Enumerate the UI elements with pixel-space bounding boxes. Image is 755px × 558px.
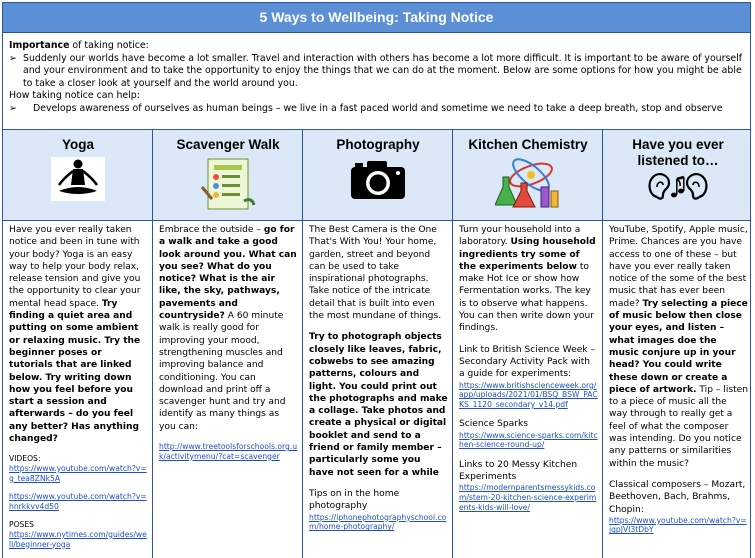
- intro-bullet-1: [9, 53, 744, 91]
- help-heading: How taking notice can help:: [9, 90, 140, 102]
- youtube-link-2[interactable]: https://www.youtube.com/watch?v=hnrkkvv4d50: [9, 492, 147, 511]
- body-text: Have you ever really taken notice and been in tune with your body? Yoga is an easy way to help your body relax, release tension and give you the opportunity to clear your mental head space.: [9, 225, 141, 309]
- videos-label: VIDEOS:: [9, 454, 41, 464]
- column-heading: Scavenger Walk: [176, 137, 280, 152]
- body-text: Turn your household into a laboratory.: [459, 225, 581, 248]
- science-week-link[interactable]: https://www.britishscienceweek.org/app/uploads/2021/01/BSQ_BSW_PACKS_1120_secondary_v14.pdf: [459, 380, 598, 409]
- photography-bold-text: [309, 331, 448, 479]
- intro-section: [2, 33, 751, 130]
- column-scavenger-walk: [153, 130, 303, 558]
- importance-rest: of taking notice:: [69, 40, 149, 51]
- importance-label: Importance: [9, 40, 70, 51]
- column-heading: Yoga: [61, 137, 94, 152]
- column-heading: Photography: [336, 137, 420, 152]
- science-week-label: Link to British Science Week – Secondary Activity Pack with a guide for experiments:: [459, 344, 596, 380]
- arrow-bullet-icon: ➢: [9, 52, 17, 64]
- activities-grid: [2, 130, 751, 558]
- column-heading-block: [603, 130, 753, 220]
- intro-bullet-2: [9, 103, 744, 116]
- column-heading: Have you ever listened to…: [632, 137, 724, 168]
- tips-label: Tips on in the home photography: [309, 488, 400, 512]
- science-sparks-link[interactable]: https://www.science-sparks.com/kitchen-science-round-up/: [459, 430, 598, 450]
- composers-label: Classical composers – Mozart, Beethoven, Bach, Brahms, Chopin:: [609, 479, 746, 515]
- nytimes-link[interactable]: https://www.nytimes.com/guides/well/beginner-yoga: [9, 529, 147, 549]
- intro-bullet-1-text: Suddenly our worlds have become a lot smaller. Travel and interaction with others has become a lot more difficult. It is important to be aware of yourself and your environment and to take the opportunity to enjoy the things that we can do at the moment. Below are some options for how you might be able to take a closer look at yourself and the world around you.: [23, 52, 743, 89]
- column-kitchen-chemistry: [453, 130, 603, 558]
- body-bold-text: Try selecting a piece of music below then close your eyes, and listen – what images doe the music conjure up in your head? You could write these down or create a piece of artwork.: [609, 298, 748, 395]
- importance-line: [9, 40, 744, 53]
- science-sparks-label: Science Sparks: [459, 419, 529, 430]
- body-text: Embrace the outside –: [159, 225, 264, 235]
- classical-music-link[interactable]: https://www.youtube.com/watch?v=jgpJVI3tDbY: [609, 515, 747, 535]
- column-heading-block: [3, 130, 153, 220]
- column-body: [3, 220, 153, 549]
- iphone-photography-link[interactable]: https://iphonephotographyschool.com/home-photography/: [309, 512, 447, 532]
- column-yoga: [3, 130, 153, 558]
- column-body: [303, 220, 453, 532]
- column-body: [603, 220, 753, 535]
- meditation-figure-icon: [51, 157, 105, 201]
- page-title: 5 Ways to Wellbeing: Taking Notice: [2, 2, 751, 33]
- ear-music-icon: [645, 171, 711, 203]
- messy-kitchen-link[interactable]: https://modernparentsmessykids.com/stem-20-kitchen-science-experiments-kids-will-love/: [459, 483, 597, 512]
- body-text: A 60 minute walk is really good for improving your mood, strengthening muscles and improving balance and conditioning. You can download and print off a scavenger hunt and try and identify as many things as you can:: [159, 311, 286, 432]
- checklist-icon: [198, 157, 258, 211]
- treetools-link[interactable]: http://www.treetoolsforschools.org.uk/activitymenu/?cat=scavenger: [159, 442, 298, 461]
- column-heading-block: [303, 130, 453, 220]
- yoga-text: [9, 224, 148, 445]
- column-body: [453, 220, 603, 512]
- body-text: to make Hot Ice or show how Fermentation works. The key is to observe what happens. You can then write down your findings.: [459, 261, 594, 334]
- body-bold-text: go for a walk and take a good look around you. What can you see? What do you notice? What is the air like, the sky, pathways, pavements and countryside?: [159, 225, 297, 322]
- kitchen-text: [459, 224, 598, 335]
- body-bold-text: Try to photograph objects closely like leaves, fabric, cobwebs to see amazing patterns, colours and light. You could print out the photographs and make a collage. Take photos and create a physical or digital booklet and send to a friend or family member – particularly some you have not seen for a while: [309, 332, 448, 478]
- arrow-bullet-icon: ➢: [9, 102, 17, 114]
- column-photography: [303, 130, 453, 558]
- listened-text: [609, 224, 748, 470]
- chemistry-flasks-icon: [495, 157, 561, 211]
- column-heading-block: [153, 130, 303, 220]
- column-body: [153, 220, 303, 461]
- body-text: Tip – listen to a piece of music all the way through to really get a feel of what the composer was intending. Do you notice any patterns or similarities within the music?: [609, 384, 749, 469]
- youtube-link-1[interactable]: https://www.youtube.com/watch?v=g_tea8ZNk5A: [9, 463, 147, 483]
- column-heading-block: [453, 130, 603, 220]
- photography-text: The Best Camera is the One That's With You! Your home, garden, street and beyond can be used to take inspirational photographs. Take notice of the intricate detail that is built into even the most mundane of things.: [309, 225, 442, 322]
- intro-bullet-2-text: Develops awareness of ourselves as human beings – we live in a fast paced world and sometime we need to take a deep breath, stop and observe: [33, 102, 723, 114]
- column-listened: [603, 130, 753, 558]
- column-heading: Kitchen Chemistry: [468, 137, 588, 152]
- body-bold-text: Try finding a quiet area and putting on some ambient or relaxing music. Try the beginner poses or tutorials that are linked below. Try writing down how you feel before you start a session and afterwards – do you feel any better? Has anything changed?: [9, 298, 141, 445]
- messy-kitchen-label: Links to 20 Messy Kitchen Experiments: [459, 459, 578, 483]
- camera-icon: [349, 157, 407, 201]
- body-text: YouTube, Spotify, Apple music, Prime. Chances are you have access to one of these – but have you ever really taken notice of the some of the best music that has ever been made?: [609, 225, 748, 309]
- poses-label: POSES: [9, 520, 34, 530]
- scavenger-text: [159, 224, 298, 433]
- body-bold-text: Using household ingredients try some of the experiments below: [459, 237, 596, 272]
